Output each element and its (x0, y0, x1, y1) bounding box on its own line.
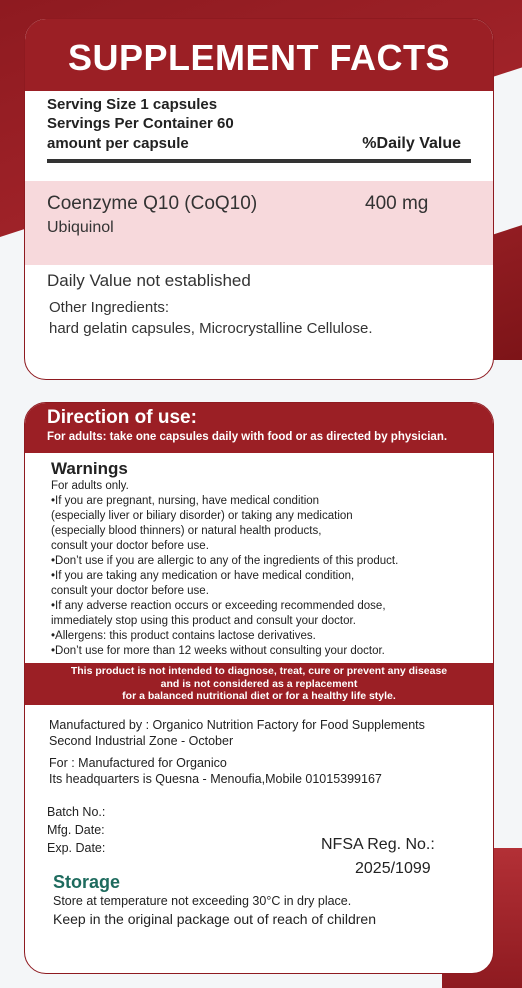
ingredient-name: Coenzyme Q10 (CoQ10) (47, 193, 258, 214)
storage-line-2: Keep in the original package out of reach of children (53, 911, 376, 927)
warning-line: •If you are pregnant, nursing, have medical condition (51, 495, 320, 507)
warning-line: •If you are taking any medication or have medical condition, (51, 570, 355, 582)
directions-title: Direction of use: (47, 407, 197, 428)
daily-value-label: %Daily Value (362, 135, 461, 152)
warning-line: For adults only. (51, 480, 129, 492)
supplement-facts-panel (24, 18, 494, 380)
manufacturer-line-4: Its headquarters is Quesna - Menoufia,Mobile 01015399167 (49, 772, 382, 786)
batch-number-label: Batch No.: (47, 805, 106, 819)
warning-line: immediately stop using this product and consult your doctor. (51, 615, 356, 627)
other-ingredients-text: hard gelatin capsules, Microcrystalline Cellulose. (49, 320, 373, 337)
exp-date-label: Exp. Date: (47, 841, 106, 855)
storage-line-1: Store at temperature not exceeding 30°C in dry place. (53, 894, 352, 908)
warning-line: consult your doctor before use. (51, 585, 209, 597)
supplement-facts-title: SUPPLEMENT FACTS (25, 19, 493, 91)
nfsa-label: NFSA Reg. No.: (321, 836, 435, 853)
directions-header (25, 403, 493, 453)
amount-header-row (47, 135, 471, 163)
warning-line: •Don’t use if you are allergic to any of the ingredients of this product. (51, 555, 399, 567)
storage-section (53, 871, 376, 929)
disclaimer-banner (25, 663, 493, 705)
disclaimer-line-3: for a balanced nutritional diet or for a healthy life style. (122, 690, 396, 702)
amount-per-capsule-label: amount per capsule (47, 135, 189, 152)
manufacturer-line-1: Manufactured by : Organico Nutrition Factory for Food Supplements (49, 718, 425, 732)
directions-text: For adults: take one capsules daily with food or as directed by physician. (47, 431, 448, 443)
servings-per-container: Servings Per Container 60 (47, 115, 234, 132)
directions-panel (24, 402, 494, 974)
warning-line: (especially liver or biliary disorder) or taking any medication (51, 510, 353, 522)
warning-line: •Don’t use for more than 12 weeks without consulting your doctor. (51, 645, 385, 657)
mfg-date-label: Mfg. Date: (47, 823, 105, 837)
ingredient-amount: 400 mg (365, 193, 429, 214)
disclaimer-line-1: This product is not intended to diagnose, treat, cure or prevent any disease (70, 665, 448, 677)
batch-info (47, 803, 105, 857)
warnings-title: Warnings (51, 459, 128, 478)
other-ingredients (25, 291, 493, 339)
manufacturer-line-2: Second Industrial Zone - October (49, 734, 234, 748)
serving-size: Serving Size 1 capsules (47, 96, 218, 113)
warning-line: •Allergens: this product contains lactose derivatives. (51, 630, 316, 642)
warning-line: consult your doctor before use. (51, 540, 209, 552)
serving-info (25, 91, 493, 133)
manufacturer-info (25, 705, 493, 787)
nfsa-number: 2025/1099 (355, 860, 431, 877)
warnings-section (25, 453, 493, 659)
other-ingredients-title: Other Ingredients: (49, 299, 170, 316)
warning-line: (especially blood thinners) or natural health products, (51, 525, 322, 537)
manufacturer-line-3: For : Manufactured for Organico (49, 756, 227, 770)
disclaimer-line-2: and is not considered as a replacement (160, 677, 358, 690)
ingredient-row (25, 181, 493, 265)
warning-line: •If any adverse reaction occurs or exceeding recommended dose, (51, 600, 386, 612)
storage-title: Storage (53, 872, 121, 892)
ingredient-form: Ubiquinol (47, 219, 114, 236)
daily-value-note: Daily Value not established (47, 271, 251, 290)
